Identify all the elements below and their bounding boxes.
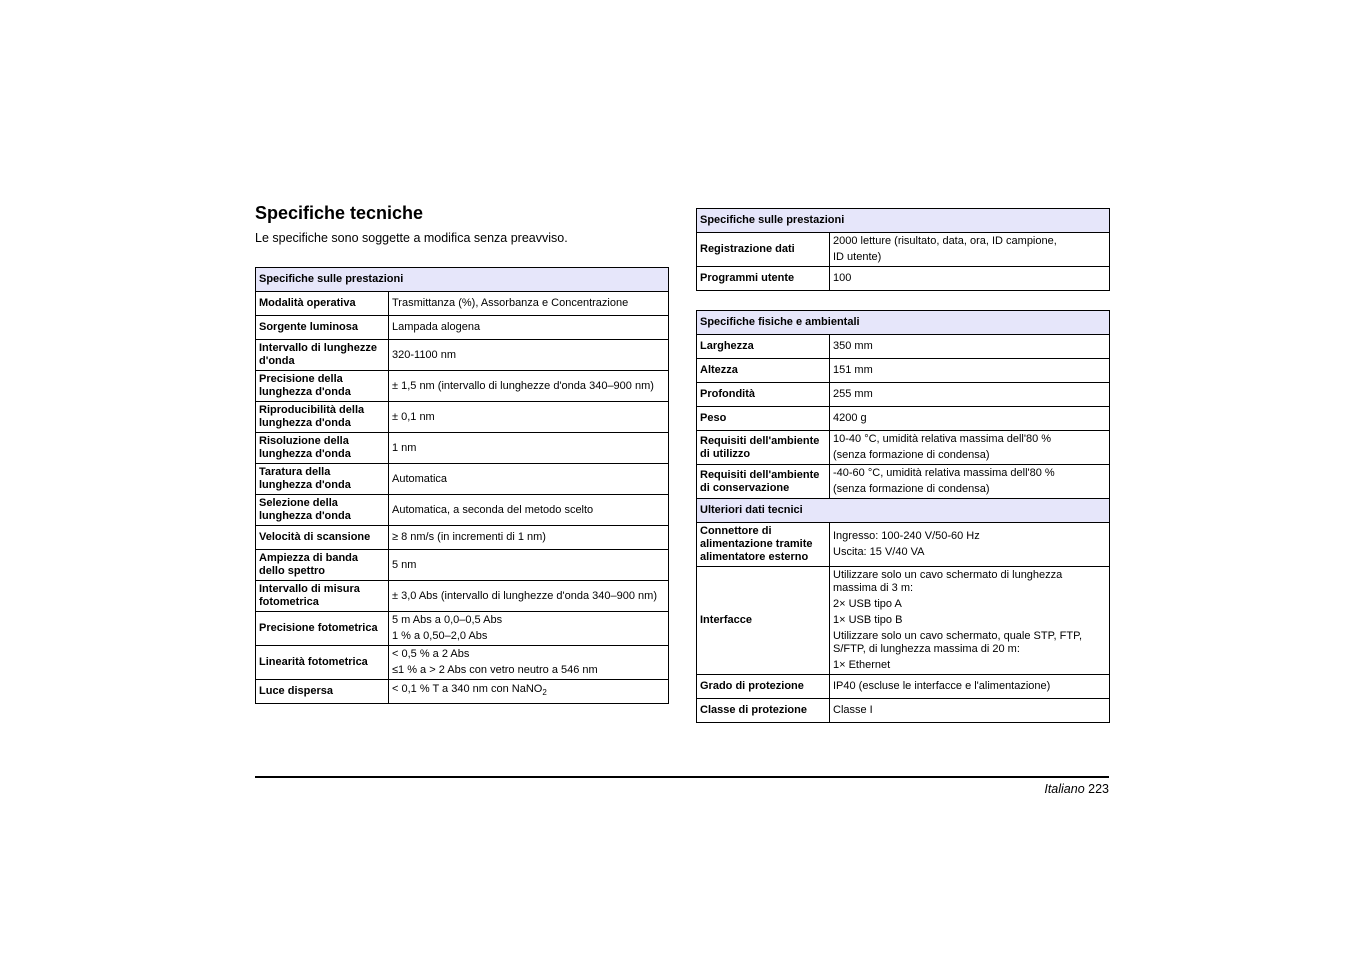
table-row bbox=[697, 359, 1110, 383]
table-row bbox=[697, 267, 1110, 291]
table-row bbox=[697, 383, 1110, 407]
spec-label: Riproducibilità della lunghezza d'onda bbox=[256, 402, 389, 433]
spec-value bbox=[389, 433, 669, 464]
table-row bbox=[256, 612, 669, 646]
table-row bbox=[256, 464, 669, 495]
subscript: 2 bbox=[542, 688, 547, 698]
section-header-label: Specifiche sulle prestazioni bbox=[697, 209, 1110, 233]
table-subheader-row bbox=[697, 499, 1110, 523]
table-row bbox=[256, 292, 669, 316]
table-row bbox=[256, 581, 669, 612]
table-header-row bbox=[256, 268, 669, 292]
spec-label: Larghezza bbox=[697, 335, 830, 359]
table-row bbox=[697, 233, 1110, 267]
spec-value-text: < 0,1 % T a 340 nm con NaNO bbox=[392, 683, 543, 696]
spec-label: Profondità bbox=[697, 383, 830, 407]
table-row bbox=[256, 371, 669, 402]
table-header-row bbox=[697, 209, 1110, 233]
table-row bbox=[697, 675, 1110, 699]
spec-value-line: Automatica, a seconda del metodo scelto bbox=[392, 503, 594, 516]
spec-value-line: -40-60 °C, umidità relativa massima dell'80 % bbox=[833, 467, 1055, 479]
spec-value-line: 5 m Abs a 0,0–0,5 Abs bbox=[392, 614, 503, 626]
spec-value-line: 100 bbox=[833, 272, 852, 284]
spec-value-line: Classe I bbox=[833, 704, 873, 716]
section-header-label: Specifiche fisiche e ambientali bbox=[697, 311, 1110, 335]
spec-label: Intervallo di misura fotometrica bbox=[256, 581, 389, 612]
spec-label: Velocità di scansione bbox=[256, 526, 389, 550]
spec-label: Classe di protezione bbox=[697, 699, 830, 723]
physical-environmental-specs-table bbox=[696, 310, 1110, 723]
spec-value-line: 10-40 °C, umidità relativa massima dell'80 % bbox=[833, 433, 1052, 445]
section-header-label: Specifiche sulle prestazioni bbox=[256, 268, 669, 292]
spec-value-line: Ingresso: 100-240 V/50-60 Hz bbox=[833, 530, 980, 542]
spec-value bbox=[830, 699, 1110, 723]
spec-label: Interfacce bbox=[697, 567, 830, 675]
spec-value-line: Trasmittanza (%), Assorbanza e Concentrazione bbox=[392, 297, 629, 309]
spec-value bbox=[830, 567, 1110, 675]
footer-language: Italiano bbox=[1044, 782, 1085, 796]
table-row bbox=[697, 523, 1110, 567]
spec-value bbox=[830, 465, 1110, 499]
spec-value-line: Uscita: 15 V/40 VA bbox=[833, 546, 925, 558]
spec-value-line: 320-1100 nm bbox=[392, 348, 457, 361]
spec-value-line: 1× USB tipo B bbox=[833, 614, 903, 626]
spec-label: Risoluzione della lunghezza d'onda bbox=[256, 433, 389, 464]
spec-value bbox=[389, 646, 669, 680]
intro-text: Le specifiche sono soggette a modifica senza preavviso. bbox=[255, 231, 568, 245]
footer-page-number: 223 bbox=[1088, 782, 1109, 796]
spec-value-line: ≥ 8 nm/s (in incrementi di 1 nm) bbox=[392, 531, 546, 543]
table-row bbox=[256, 316, 669, 340]
spec-value bbox=[389, 371, 669, 402]
spec-label: Ampiezza di banda dello spettro bbox=[256, 550, 389, 581]
spec-label: Requisiti dell'ambiente di utilizzo bbox=[697, 431, 830, 465]
table-row bbox=[697, 465, 1110, 499]
spec-value-line: Utilizzare solo un cavo schermato di lunghezza massima di 3 m: bbox=[833, 569, 1063, 594]
spec-value bbox=[389, 581, 669, 612]
spec-label: Precisione della lunghezza d'onda bbox=[256, 371, 389, 402]
section-header-label: Ulteriori dati tecnici bbox=[697, 499, 1110, 523]
spec-value-line: 255 mm bbox=[833, 388, 873, 400]
spec-value-line: 5 nm bbox=[392, 558, 417, 571]
table-row bbox=[256, 526, 669, 550]
spec-value bbox=[830, 383, 1110, 407]
spec-value-line: IP40 (escluse le interfacce e l'alimentazione) bbox=[833, 680, 1051, 692]
spec-value bbox=[389, 402, 669, 433]
spec-label: Modalità operativa bbox=[256, 292, 389, 316]
spec-value bbox=[830, 267, 1110, 291]
spec-label: Linearità fotometrica bbox=[256, 646, 389, 680]
spec-value-line: 1 nm bbox=[392, 441, 417, 454]
table-row bbox=[256, 646, 669, 680]
spec-value-line: Lampada alogena bbox=[392, 321, 481, 333]
spec-label: Precisione fotometrica bbox=[256, 612, 389, 646]
table-header-row bbox=[697, 311, 1110, 335]
spec-label: Grado di protezione bbox=[697, 675, 830, 699]
spec-label: Taratura della lunghezza d'onda bbox=[256, 464, 389, 495]
spec-label: Peso bbox=[697, 407, 830, 431]
table-row bbox=[256, 680, 669, 704]
spec-value bbox=[389, 340, 669, 371]
table-row bbox=[256, 340, 669, 371]
spec-label: Selezione della lunghezza d'onda bbox=[256, 495, 389, 526]
spec-value-line: ± 3,0 Abs (intervallo di lunghezze d'onda 340–900 nm) bbox=[392, 589, 657, 602]
table-row bbox=[256, 550, 669, 581]
spec-value-line: (senza formazione di condensa) bbox=[833, 483, 990, 495]
spec-value bbox=[389, 292, 669, 316]
page-footer bbox=[900, 781, 1109, 797]
page-title: Specifiche tecniche bbox=[255, 203, 424, 223]
spec-value bbox=[830, 523, 1110, 567]
footer-rule bbox=[255, 776, 1109, 778]
spec-value-line: 2000 letture (risultato, data, ora, ID campione, bbox=[833, 235, 1057, 247]
spec-value bbox=[389, 550, 669, 581]
table-row bbox=[256, 402, 669, 433]
spec-value-line: Utilizzare solo un cavo schermato, quale STP, FTP, S/FTP, di lunghezza massima di 20 m: bbox=[833, 630, 1083, 655]
spec-value bbox=[830, 359, 1110, 383]
spec-value-line: ± 0,1 nm bbox=[392, 410, 435, 423]
table-row bbox=[256, 495, 669, 526]
table-row bbox=[697, 335, 1110, 359]
spec-value-line: ID utente) bbox=[833, 251, 882, 263]
spec-label: Sorgente luminosa bbox=[256, 316, 389, 340]
spec-value bbox=[830, 407, 1110, 431]
spec-value-line: 151 mm bbox=[833, 364, 873, 376]
table-row bbox=[697, 567, 1110, 675]
performance-specs-table-continued bbox=[696, 208, 1110, 291]
spec-label: Connettore di alimentazione tramite alimentatore esterno bbox=[697, 523, 830, 567]
table-row bbox=[697, 431, 1110, 465]
spec-value bbox=[830, 675, 1110, 699]
spec-value-line: 1 % a 0,50–2,0 Abs bbox=[392, 630, 488, 642]
spec-label: Altezza bbox=[697, 359, 830, 383]
spec-value-line: ± 1,5 nm (intervallo di lunghezze d'onda 340–900 nm) bbox=[392, 379, 654, 392]
spec-value-line: 350 mm bbox=[833, 340, 873, 352]
performance-specs-table bbox=[255, 267, 669, 704]
spec-value-line: 4200 g bbox=[833, 412, 867, 424]
spec-value bbox=[389, 612, 669, 646]
spec-label: Intervallo di lunghezze d'onda bbox=[256, 340, 389, 371]
spec-value bbox=[389, 316, 669, 340]
spec-value-line: < 0,5 % a 2 Abs bbox=[392, 648, 470, 660]
spec-value bbox=[389, 680, 669, 704]
spec-label: Requisiti dell'ambiente di conservazione bbox=[697, 465, 830, 499]
spec-value-line: ≤1 % a > 2 Abs con vetro neutro a 546 nm bbox=[392, 664, 598, 676]
spec-label: Registrazione dati bbox=[697, 233, 830, 267]
table-row bbox=[697, 407, 1110, 431]
spec-label: Programmi utente bbox=[697, 267, 830, 291]
spec-value bbox=[830, 233, 1110, 267]
spec-value-line: (senza formazione di condensa) bbox=[833, 449, 990, 461]
spec-value-line: Automatica bbox=[392, 472, 448, 485]
table-row bbox=[697, 699, 1110, 723]
spec-value-line: 1× Ethernet bbox=[833, 659, 891, 671]
spec-value bbox=[389, 495, 669, 526]
spec-value bbox=[830, 431, 1110, 465]
spec-value bbox=[389, 526, 669, 550]
spec-value bbox=[389, 464, 669, 495]
spec-label: Luce dispersa bbox=[256, 680, 389, 704]
table-row bbox=[256, 433, 669, 464]
spec-value bbox=[830, 335, 1110, 359]
spec-value-line: 2× USB tipo A bbox=[833, 598, 902, 610]
